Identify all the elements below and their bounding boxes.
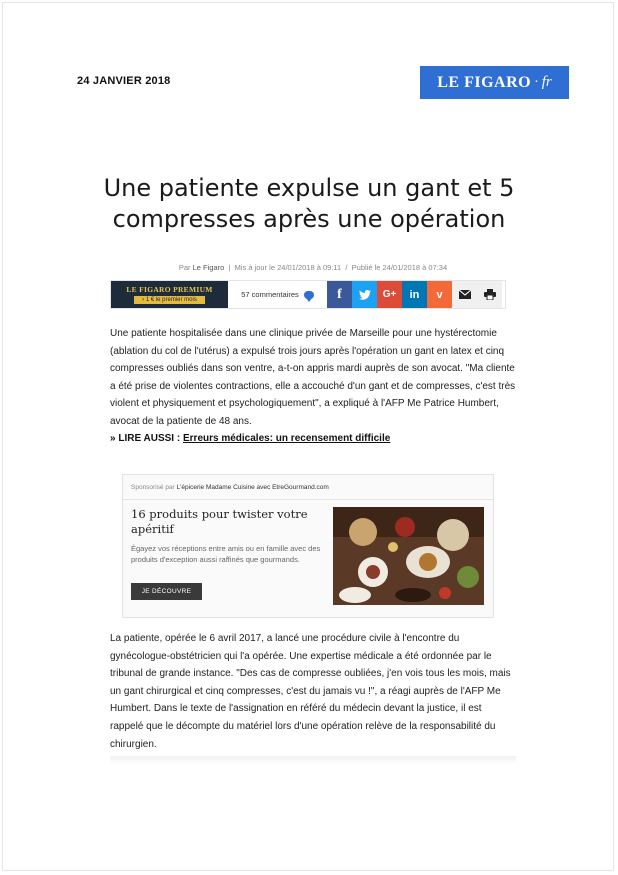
comment-bubble-icon xyxy=(304,291,314,299)
byline xyxy=(110,263,516,272)
article-paragraph-2: La patiente, opérée le 6 avril 2017, a lancé une procédure civile à l'encontre du gynécologue-obstétricien qui l'a opérée. Une expertise médicale a été ordonnée par le tribunal de grande instance. "Des cas de compresse oubliées, j'en vois tous les mois, mais un gant chirurgical et cinq compresses, c'est du jamais vu !", a réagi auprès de l'AFP Me Humbert. Dans le texte de l'assignation en référé du médecin devant la justice, il est rappelé que le décompte du matériel lors d'une opération relève de la responsabilité du chirurgien. xyxy=(110,633,511,750)
comments-link[interactable] xyxy=(228,281,327,308)
byline-prefix: Par xyxy=(178,263,191,272)
linkedin-icon: in xyxy=(409,288,420,301)
mail-share-button[interactable] xyxy=(452,281,477,308)
sponsor-label: Sponsorisé par xyxy=(131,484,175,491)
article-paragraph-1: Une patiente hospitalisée dans une clinique privée de Marseille pour une hystérectomie (ablation du col de l'utérus) a expulsé trois jours après l'opération un gant en latex et cinq compresses oubliés dans son ventre, a-t-on appris mardi auprès de son avocat. "Ma cliente a été prise de violentes contractions, elle a accouché d'un gant et de compresses, c'est très violent et physiquement et psychologiquement", a expliqué à l'AFP Me Patrice Humbert, avocat de la patiente de 48 ans. xyxy=(110,328,516,427)
logo-brand: LE FIGARO xyxy=(437,73,532,91)
article-date: 24 JANVIER 2018 xyxy=(77,75,171,87)
premium-offer-button[interactable]: › 1 € le premier mois xyxy=(134,296,205,304)
aperitif-photo xyxy=(333,507,484,605)
byline-updated: Mis à jour le 24/01/2018 à 09:11 xyxy=(234,263,342,272)
sponsor-title[interactable]: 16 produits pour twister votre apéritif xyxy=(131,507,308,536)
article-title: Une patiente expulse un gant et 5 compresses après une opération xyxy=(103,174,515,234)
twitter-icon xyxy=(359,290,371,300)
viadeo-icon: v xyxy=(436,288,443,301)
google-plus-share-button[interactable] xyxy=(377,281,402,308)
read-also-prefix: » LIRE AUSSI : xyxy=(110,433,181,444)
logo-tld: fr xyxy=(541,74,552,90)
sponsor-description: Égayez vos réceptions entre amis ou en famille avec des produits d'exception aussi raffinés que gourmands. xyxy=(131,544,321,564)
byline-separator: | xyxy=(226,263,233,272)
le-figaro-logo[interactable] xyxy=(420,66,569,99)
discover-button[interactable]: JE DÉCOUVRE xyxy=(131,583,202,600)
sponsor-image[interactable] xyxy=(333,507,484,605)
print-button[interactable] xyxy=(477,281,502,308)
sponsor-name: L'épicerie Madame Cuisine avec EtreGourmand.com xyxy=(176,484,329,491)
facebook-share-button[interactable] xyxy=(327,281,352,308)
premium-banner[interactable] xyxy=(111,281,228,308)
comments-count: 57 commentaires xyxy=(241,290,299,299)
linkedin-share-button[interactable] xyxy=(402,281,427,308)
content-fade xyxy=(110,756,516,764)
sponsored-block[interactable] xyxy=(122,474,494,618)
premium-title: LE FIGARO PREMIUM xyxy=(126,285,213,294)
byline-separator: / xyxy=(343,263,350,272)
read-also xyxy=(110,433,390,444)
sponsor-header xyxy=(131,484,329,491)
byline-author[interactable]: Le Figaro xyxy=(192,263,225,272)
viadeo-share-button[interactable] xyxy=(427,281,452,308)
print-icon xyxy=(484,289,496,300)
byline-published: Publié le 24/01/2018 à 07:34 xyxy=(351,263,448,272)
twitter-share-button[interactable] xyxy=(352,281,377,308)
share-bar xyxy=(110,280,506,309)
google-plus-icon: G+ xyxy=(382,289,397,300)
mail-icon xyxy=(459,290,471,299)
read-also-link[interactable]: Erreurs médicales: un recensement difficile xyxy=(182,433,391,444)
logo-dot: · xyxy=(534,74,539,90)
sponsor-divider xyxy=(123,499,493,500)
facebook-icon: f xyxy=(337,286,342,302)
